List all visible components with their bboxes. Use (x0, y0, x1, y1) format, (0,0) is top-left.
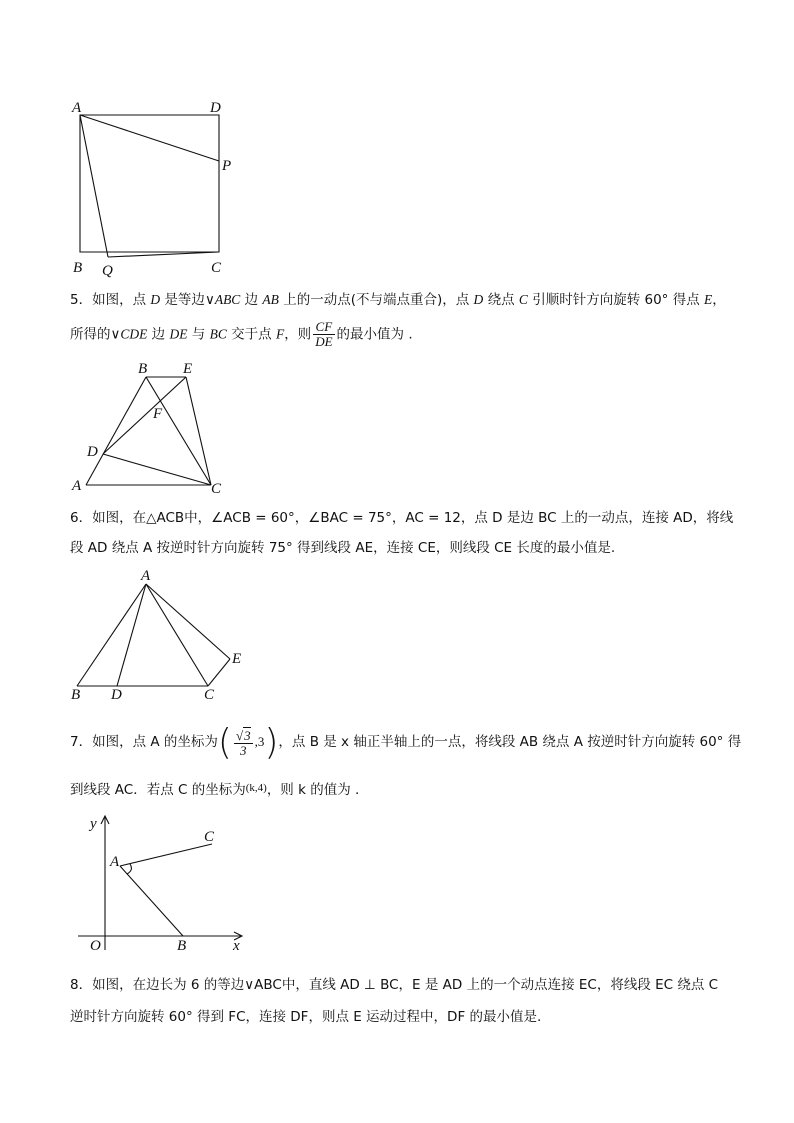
segment-ad (117, 584, 146, 686)
segment-de: DE (169, 326, 188, 342)
text: 的最小值为 . (336, 326, 413, 343)
problem-8-line-2 (70, 1007, 730, 1027)
label-a: A (110, 854, 120, 870)
figure-q6 (60, 565, 260, 705)
figure-q7-svg (70, 808, 270, 958)
label-o: O (90, 938, 101, 954)
problem-7-text-2a: 到线段 AC．若点 C 的坐标为 (70, 782, 246, 798)
label-f: F (153, 406, 163, 422)
triangle-cde: ∨CDE (110, 326, 148, 342)
label-x: x (233, 938, 240, 954)
point-f: F (275, 326, 285, 342)
point-c: C (518, 292, 528, 307)
label-c: C (211, 260, 222, 276)
point-d: D (150, 292, 161, 307)
segment-ab (120, 866, 183, 936)
label-d: D (111, 687, 122, 703)
problem-7-text-2b: ，则 k 的值为 . (266, 782, 360, 798)
label-c: C (211, 481, 222, 497)
problem-number: 5 (70, 292, 79, 308)
problem-6-text-2: 段 AD 绕点 A 按逆时针方向旋转 75° 得到线段 AE，连接 CE，则线段 CE 长度的最小值是. (70, 540, 616, 556)
segment-ab (77, 584, 146, 686)
problem-6-line-1 (70, 508, 734, 528)
segment-qc (108, 252, 219, 257)
problem-7-text-1: ，点 B 是 x 轴正半轴上的一点，将线段 AB 绕点 A 按逆时针方向旋转 60° 得 (278, 734, 742, 750)
coordinate-c: (k,4) (245, 782, 267, 794)
text: 交于点 (226, 326, 276, 343)
segment-ap (80, 115, 219, 161)
label-p: P (222, 158, 232, 174)
text: 绕点 (483, 292, 519, 308)
text: 与 (187, 326, 210, 343)
text: 边 (240, 292, 263, 308)
label-d: D (87, 444, 98, 460)
segment-ae (146, 584, 230, 659)
right-paren: ) (264, 722, 279, 764)
label-b: B (71, 687, 81, 703)
segment-bc: BC (209, 326, 227, 342)
coordinate-a (218, 720, 278, 764)
problem-5-line-1 (70, 290, 730, 310)
figure-q7-axes (70, 808, 270, 958)
label-b: B (177, 938, 187, 954)
segment-de (103, 377, 186, 454)
segment-ec (186, 377, 211, 485)
triangle-abc: ∨ABC (204, 292, 241, 307)
segment-ac (146, 584, 208, 686)
point-e: E (704, 292, 713, 307)
problem-7-line-2 (70, 778, 730, 800)
fraction-denominator: 3 (240, 742, 247, 758)
text: 边 (147, 326, 170, 343)
problem-number: 7 (70, 734, 79, 750)
figure-q5-svg (60, 358, 240, 498)
text: ， (712, 292, 726, 308)
problem-number: 8 (70, 977, 79, 993)
figure-q6-svg (60, 565, 260, 705)
fraction-cf-de (313, 320, 334, 349)
left-paren: ( (217, 722, 232, 764)
label-d: D (210, 100, 221, 116)
figure-square-svg (60, 95, 260, 285)
fraction-numerator: √3 (235, 727, 251, 743)
text: 是等边 (160, 292, 205, 308)
label-c: C (204, 829, 215, 845)
label-a: A (72, 478, 82, 494)
problem-5-line-2 (70, 320, 730, 349)
label-q: Q (102, 263, 113, 279)
label-e: E (232, 651, 242, 667)
label-y: y (90, 816, 97, 832)
problem-6-line-2 (70, 538, 730, 558)
problem-8-text-2: 逆时针方向旋转 60° 得到 FC，连接 DF，则点 E 运动过程中，DF 的最小值是. (70, 1009, 542, 1025)
segment-ce (208, 659, 230, 686)
segment-ab (86, 377, 146, 485)
text: 所得的 (70, 326, 111, 343)
text: 上的一动点(不与端点重合)，点 (278, 292, 474, 308)
problem-8-text-1: ．如图，在边长为 6 的等边∨ABC中，直线 AD ⊥ BC，E 是 AD 上的一个动点连接 EC，将线段 EC 绕点 C (78, 977, 719, 993)
text: 引顺时针方向旋转 60° 得点 (527, 292, 704, 308)
figure-q5 (60, 358, 240, 498)
fraction-numerator: CF (313, 320, 334, 335)
label-a: A (141, 568, 151, 584)
fraction-denominator: DE (315, 334, 333, 349)
point-d: D (473, 292, 484, 307)
coordinate-a-y: ,3 (254, 734, 265, 749)
angle-arc (127, 864, 131, 874)
segment-ac (120, 844, 212, 866)
radicand: 3 (244, 727, 251, 743)
problem-7-line-1 (70, 720, 742, 764)
square-abcd (80, 115, 219, 252)
text: ，则 (284, 326, 312, 343)
segment-aq (80, 115, 108, 257)
segment-ab: AB (262, 292, 279, 307)
label-b: B (73, 260, 83, 276)
problem-number: 6 (70, 510, 79, 526)
label-a: A (72, 100, 82, 116)
problem-7-intro: ．如图，点 A 的坐标为 (78, 734, 218, 750)
problem-6-text-1: ．如图，在△ACB中，∠ACB = 60°，∠BAC = 75°，AC = 12，点 D 是边 BC 上的一动点，连接 AD，将线 (78, 510, 734, 526)
label-c: C (204, 687, 215, 703)
problem-8-line-1 (70, 975, 730, 995)
label-e: E (183, 361, 193, 377)
figure-square-apq (60, 95, 260, 285)
label-b: B (138, 361, 148, 377)
fraction-sqrt3-over-3 (234, 729, 253, 758)
text: ．如图，点 (78, 292, 151, 308)
